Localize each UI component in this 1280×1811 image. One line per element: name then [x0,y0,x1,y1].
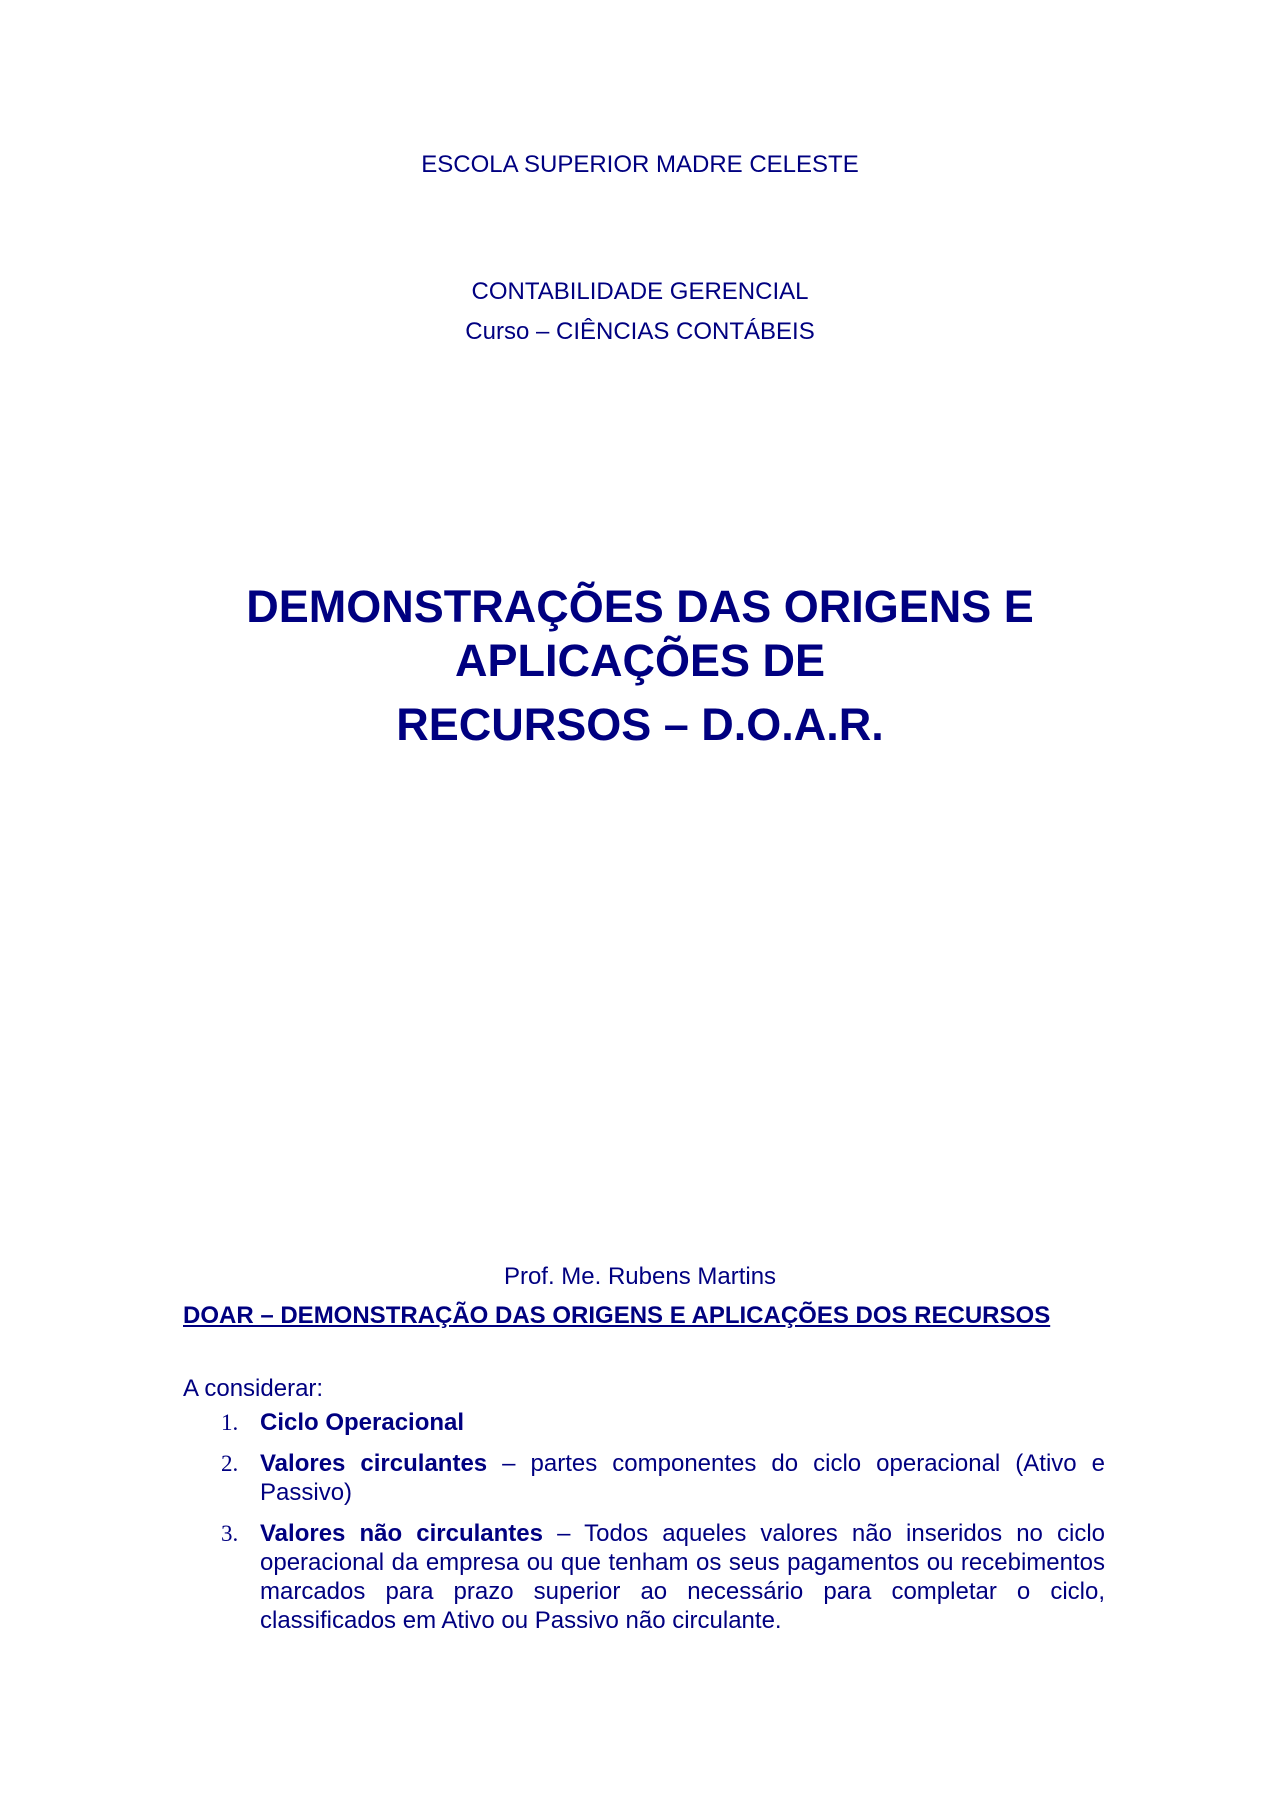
document-title-line-1: DEMONSTRAÇÕES DAS ORIGENS E [246,581,1034,632]
subject-name: CONTABILIDADE GERENCIAL [471,278,809,305]
list-item-term: Valores circulantes [260,1450,488,1477]
list-item [183,1449,1105,1507]
list-item-term: Valores não circulantes [260,1520,543,1547]
list-item-text: – partes componentes do ciclo operacional (Ativo e Passivo) [260,1450,1105,1506]
list-item-text: – Todos aqueles valores não inseridos no ciclo operacional da empresa ou que tenham os seus pagamentos ou recebimentos marcados para prazo superior ao necessário para completar o ciclo, classificados em Ativo ou Passivo não circulante. [260,1520,1105,1634]
school-name: ESCOLA SUPERIOR MADRE CELESTE [421,151,859,178]
section-heading: DOAR – DEMONSTRAÇÃO DAS ORIGENS E APLICAÇÕES DOS RECURSOS [183,1302,1051,1329]
list-item-number: 1. [221,1410,239,1435]
section-intro: A considerar: [183,1375,324,1402]
document-title-line-2: APLICAÇÕES DE [454,635,826,686]
document-title-line-3: RECURSOS – D.O.A.R. [396,699,884,750]
list-item-number: 3. [221,1521,239,1546]
list-item-term: Ciclo Operacional [260,1409,465,1436]
considerations-list [183,1408,1105,1635]
list-item [183,1519,1105,1635]
list-item [183,1408,1105,1437]
author-name: Prof. Me. Rubens Martins [503,1263,777,1290]
course-name: Curso – CIÊNCIAS CONTÁBEIS [465,318,815,345]
list-item-number: 2. [221,1451,239,1476]
